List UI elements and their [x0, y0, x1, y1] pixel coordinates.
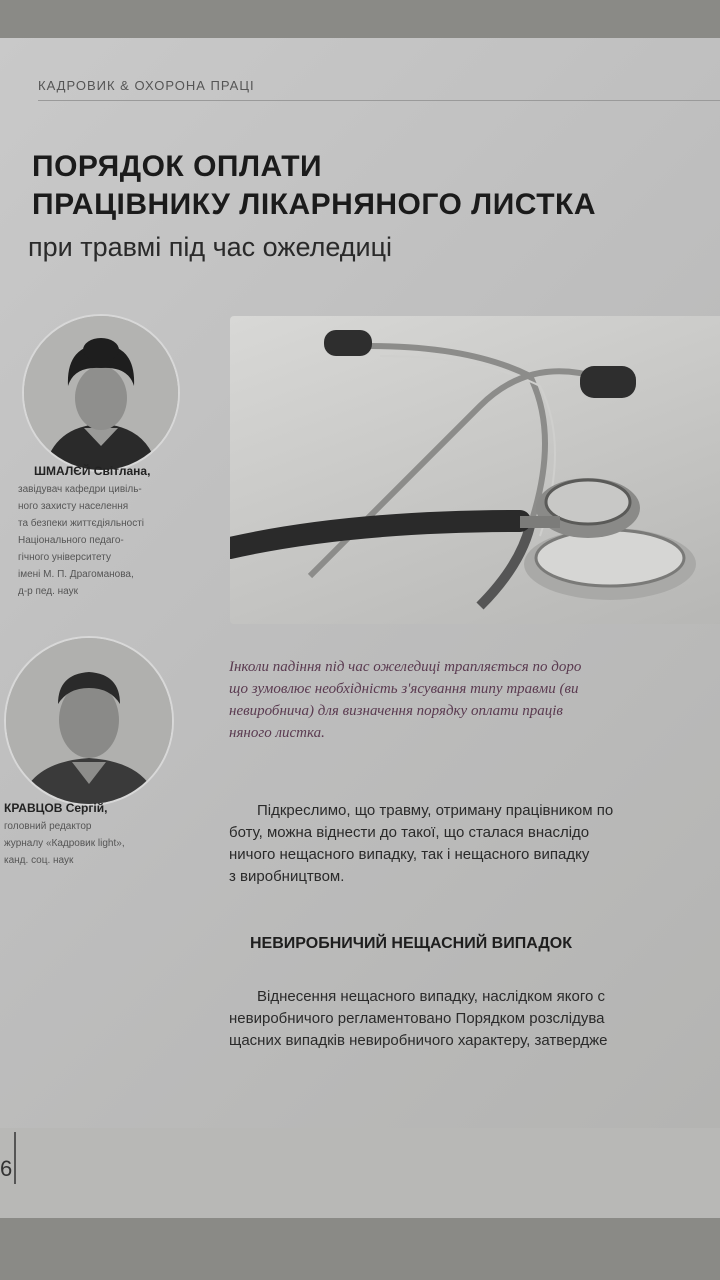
article-title-line-1: ПОРЯДОК ОПЛАТИ — [32, 150, 323, 183]
author-credentials: головний редактор журналу «Кадровик light», канд. соц. наук — [4, 821, 125, 866]
running-head: КАДРОВИК & ОХОРОНА ПРАЦІ — [38, 78, 255, 93]
body-paragraph: Підкреслимо, що травму, отриману працівником по боту, можна віднести до такої, що сталася внаслідо ничого нещасного випадку, так і нещасного випадку з виробництвом. — [229, 802, 614, 885]
author-portrait-shmaliei — [22, 314, 180, 472]
body-paragraph: Віднесення нещасного випадку, наслідком якого с невиробничого регламентовано Порядком розслідува щасних випадків невиробничого характеру, затверджe — [229, 988, 608, 1049]
article-subtitle: при травмі під час ожеледиці — [28, 232, 393, 262]
author-portrait-kravtsov — [4, 636, 174, 806]
author-name: ШМАЛЄЙ Світлана, — [34, 464, 151, 478]
author-credentials: завідувач кафедри цивіль- ного захисту населення та безпеки життєдіяльності Національного педаго- гічного університету імені М. П. Драгоманова, д-р пед. наук — [18, 484, 145, 597]
article-lead: Інколи падіння під час ожеледиці трапляється по доро що зумовлює необхідність з'ясування типу травми (ви невиробнича) для визначення порядку оплати праців няного листка. — [229, 659, 582, 741]
stethoscope-photo — [230, 316, 720, 624]
article-title-line-2: ПРАЦІВНИКУ ЛІКАРНЯНОГО ЛИСТКА — [32, 188, 597, 221]
page-number-rule — [14, 1132, 16, 1184]
magazine-page — [0, 38, 720, 1218]
header-rule — [38, 100, 720, 101]
page-footer — [0, 1128, 720, 1218]
section-heading: НЕВИРОБНИЧИЙ НЕЩАСНИЙ ВИПАДОК — [250, 935, 572, 952]
author-name: КРАВЦОВ Сергій, — [4, 801, 108, 815]
page-number: 6 — [0, 1156, 13, 1181]
